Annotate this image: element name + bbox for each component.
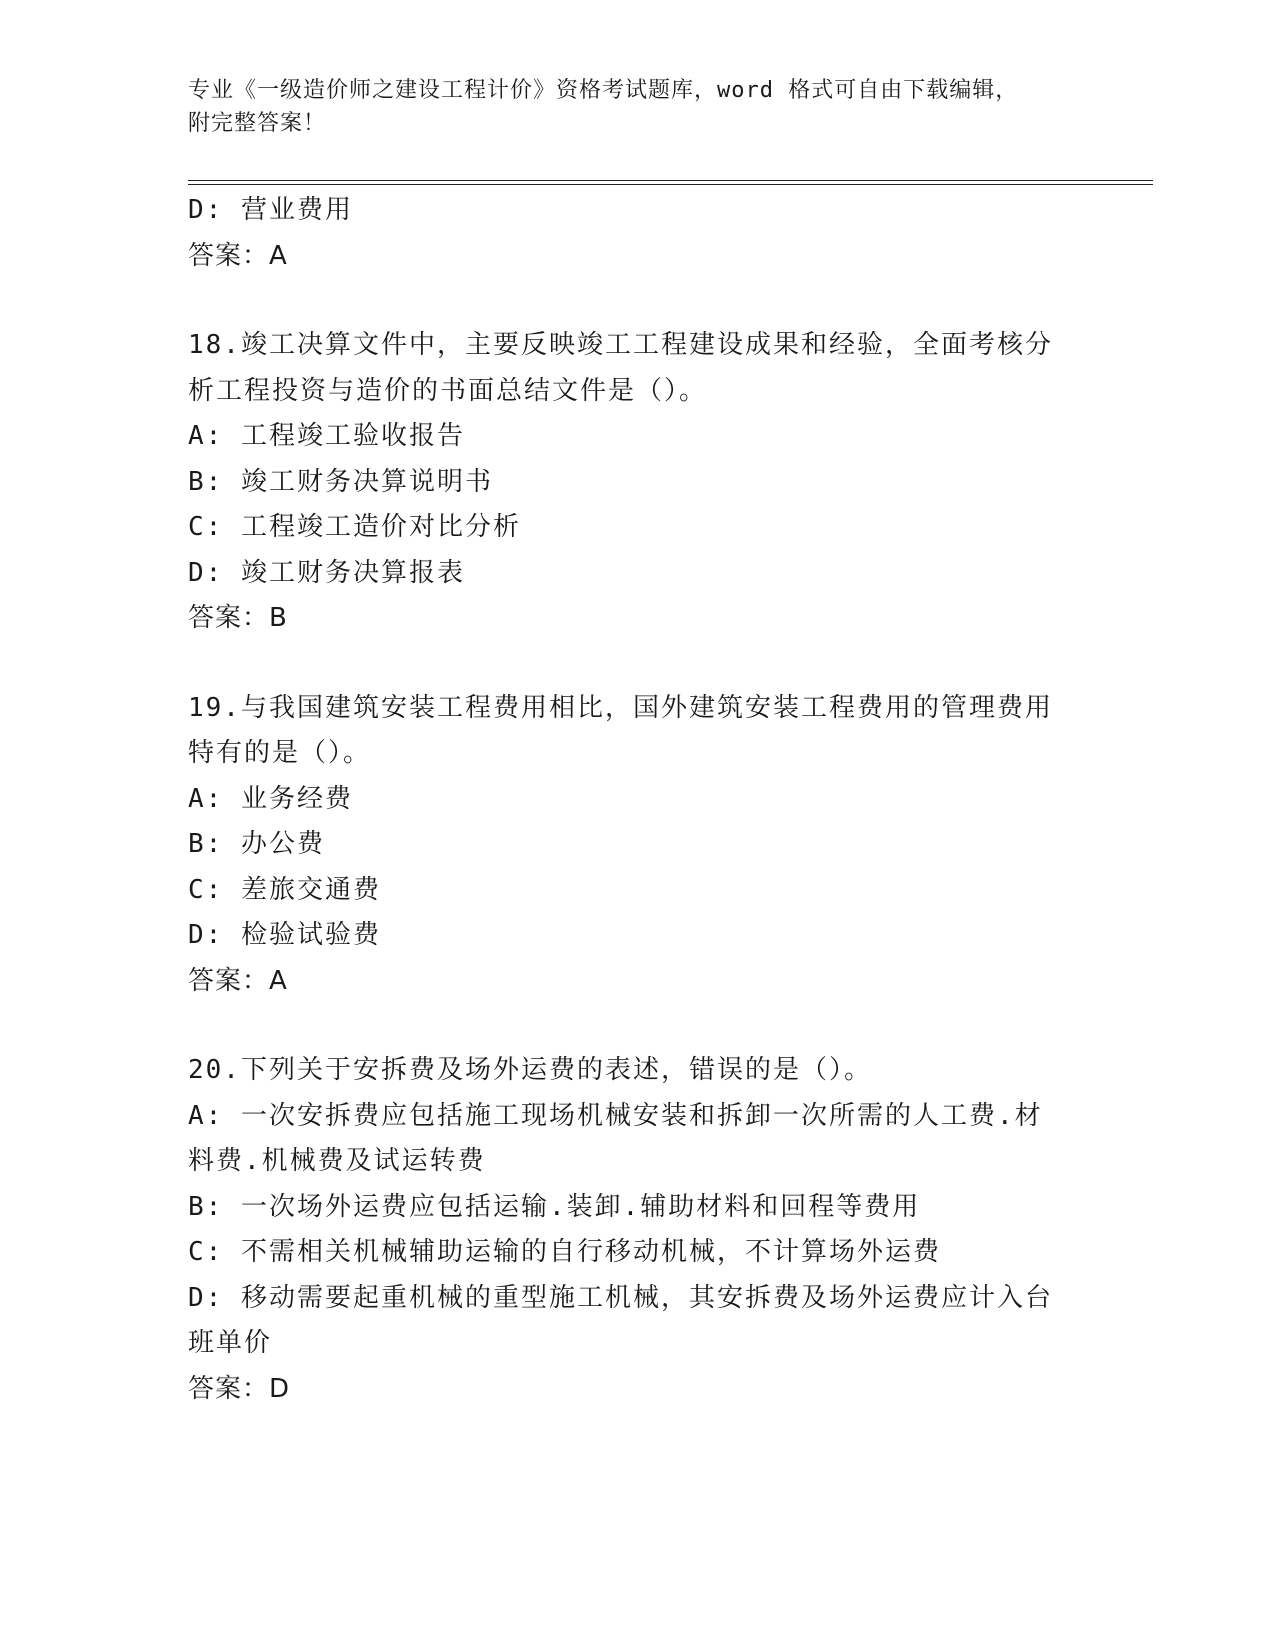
option-a: A: 工程竣工验收报告: [188, 421, 465, 451]
answer: 答案：A: [188, 240, 288, 271]
option-b: B: 办公费: [188, 829, 325, 859]
option-c: C: 工程竣工造价对比分析: [188, 512, 521, 542]
spacer: [188, 279, 1088, 323]
header-line-1: 专业《一级造价师之建设工程计价》资格考试题库，word 格式可自由下载编辑，: [188, 78, 1019, 103]
page-header: [188, 74, 1088, 140]
option-d: D: 竣工财务决算报表: [188, 557, 465, 588]
option-d: D: 检验试验费: [188, 920, 381, 950]
question-stem: 19.与我国建筑安装工程费用相比，国外建筑安装工程费用的管理费用: [188, 692, 1053, 723]
option-b: B: 一次场外运费应包括运输.装卸.辅助材料和回程等费用: [188, 1191, 921, 1222]
spacer: [188, 642, 1088, 686]
header-line-2: 附完整答案！: [188, 111, 327, 136]
question-stem: 18.竣工决算文件中，主要反映竣工工程建设成果和经验，全面考核分: [188, 330, 1053, 360]
option-c: C: 不需相关机械辅助运输的自行移动机械，不计算场外运费: [188, 1237, 941, 1267]
answer: 答案：A: [188, 965, 288, 996]
option-a: A: 业务经费: [188, 783, 353, 814]
question-stem-continued: 析工程投资与造价的书面总结文件是（）。: [188, 375, 708, 406]
question-list: [188, 188, 1088, 1412]
question-20: [188, 1048, 1088, 1412]
answer: 答案：B: [188, 603, 288, 633]
option-d: D: 移动需要起重机械的重型施工机械，其安拆费及场外运费应计入台: [188, 1282, 1053, 1313]
question-18: [188, 323, 1088, 642]
option-b: B: 竣工财务决算说明书: [188, 466, 493, 497]
option-d-continued: 班单价: [188, 1328, 273, 1358]
option-a: A: 一次安拆费应包括施工现场机械安装和拆卸一次所需的人工费.材: [188, 1100, 1043, 1131]
spacer: [188, 1004, 1088, 1048]
question-19: [188, 686, 1088, 1005]
option-a-continued: 料费.机械费及试运转费: [188, 1146, 486, 1176]
header-divider: [188, 180, 1153, 185]
option-c: C: 差旅交通费: [188, 874, 381, 905]
option-d: D: 营业费用: [188, 195, 353, 225]
question-stem-continued: 特有的是（）。: [188, 738, 372, 768]
question-stem: 20.下列关于安拆费及场外运费的表述，错误的是（）。: [188, 1055, 872, 1085]
question-17-tail: [188, 188, 1088, 279]
answer: 答案：D: [188, 1373, 291, 1404]
